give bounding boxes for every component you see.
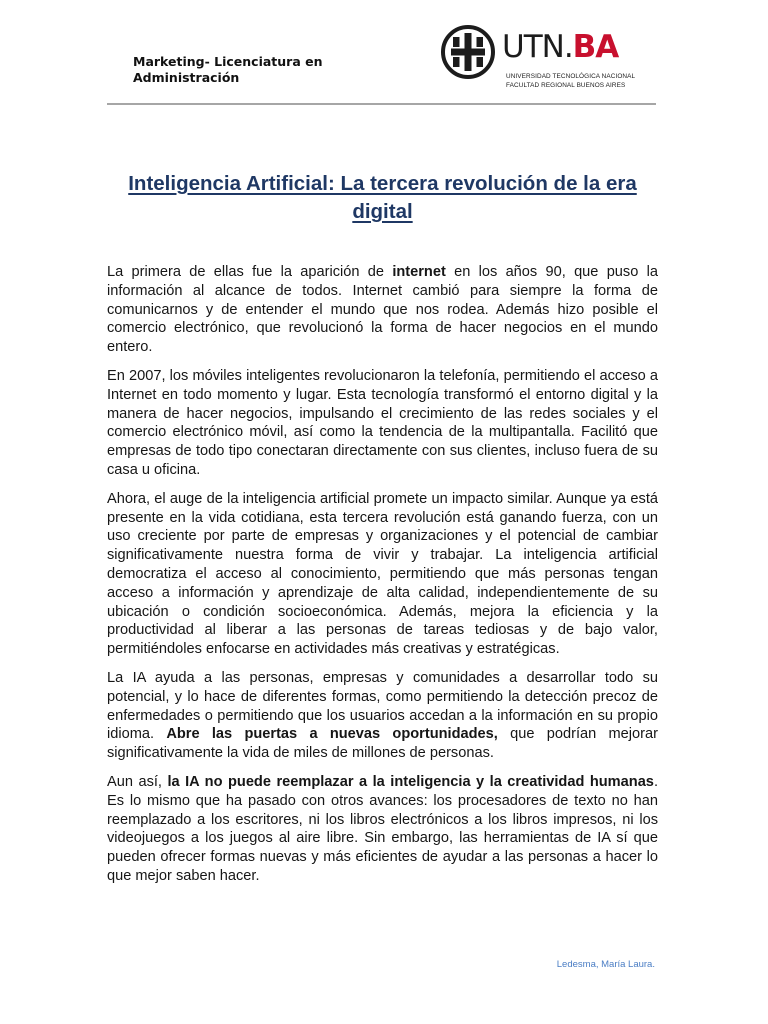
document-title: Inteligencia Artificial: La tercera revolución de la era digital bbox=[128, 172, 637, 223]
utn-ba-logo bbox=[440, 20, 655, 92]
utn-emblem-icon bbox=[440, 24, 496, 80]
header-course-label: Marketing- Licenciatura en Administración bbox=[133, 54, 323, 85]
paragraph-3: Ahora, el auge de la inteligencia artificial promete un impacto similar. Aunque ya está presente en la vida cotidiana, esta tercera revolución está ganando fuerza, con un uso creciente por parte de empresas y organizaciones y el potencial de cambiar significativamente nuestra forma de vivir y trabajar. La inteligencia artificial democratiza el acceso al conocimiento, permitiendo que más personas tengan acceso a información y aprendizaje de alta calidad, independientemente de su ubicación o condición socioeconómica. Además, mejora la eficiencia y la productividad al liberar a las personas de tareas tediosas y de bajo valor, permitiéndoles enfocarse en actividades más creativas y estratégicas. bbox=[107, 490, 658, 658]
paragraph-4: La IA ayuda a las personas, empresas y comunidades a desarrollar todo su potencial, y lo hace de diferentes formas, como permitiendo la detección precoz de enfermedades o permitiendo que los usuarios accedan a la información en su propio idioma. Abre las puertas a nuevas oportunidades, que podrían mejorar significativamente la vida de miles de millones de personas. bbox=[107, 669, 658, 762]
paragraph-5: Aun así, la IA no puede reemplazar a la inteligencia y la creatividad humanas. Es lo mismo que ha pasado con otros avances: los procesadores de texto no han reemplazado a los escritores, ni los libros electrónicos a los libros impresos, ni los videojuegos a los juegos al aire libre. Sin embargo, las herramientas de IA sí que pueden ofrecer formas nuevas y más eficientes de ayudar a las personas a hacer lo que mejor saben hacer. bbox=[107, 773, 658, 884]
header-divider bbox=[107, 103, 656, 105]
footer-author: Ledesma, María Laura. bbox=[556, 959, 655, 970]
logo-subtitle: UNIVERSIDAD TECNOLÓGICA NACIONAL FACULTAD REGIONAL BUENOS AIRES bbox=[506, 73, 636, 89]
paragraph-1: La primera de ellas fue la aparición de internet en los años 90, que puso la información al alcance de todos. Internet cambió para siempre la forma de comunicarnos y de entender el mundo que nos rodea. Además hizo posible el comercio electrónico, que revolucionó la forma de hacer negocios en el mundo entero. bbox=[107, 264, 658, 356]
paragraph-2: En 2007, los móviles inteligentes revolucionaron la telefonía, permitiendo el acceso a Internet en todo momento y lugar. Esta tecnología transformó el entorno digital y la manera de hacer negocios, impulsando el crecimiento de las redes sociales y el comercio electrónico móvil, así como la tendencia de la multipantalla. Facilitó que empresas de todo tipo conectaran directamente con sus clientes, incluso fuera de su casa u oficina. bbox=[107, 367, 658, 478]
document-body bbox=[107, 263, 658, 896]
logo-wordmark: UTN.BA bbox=[502, 29, 619, 65]
